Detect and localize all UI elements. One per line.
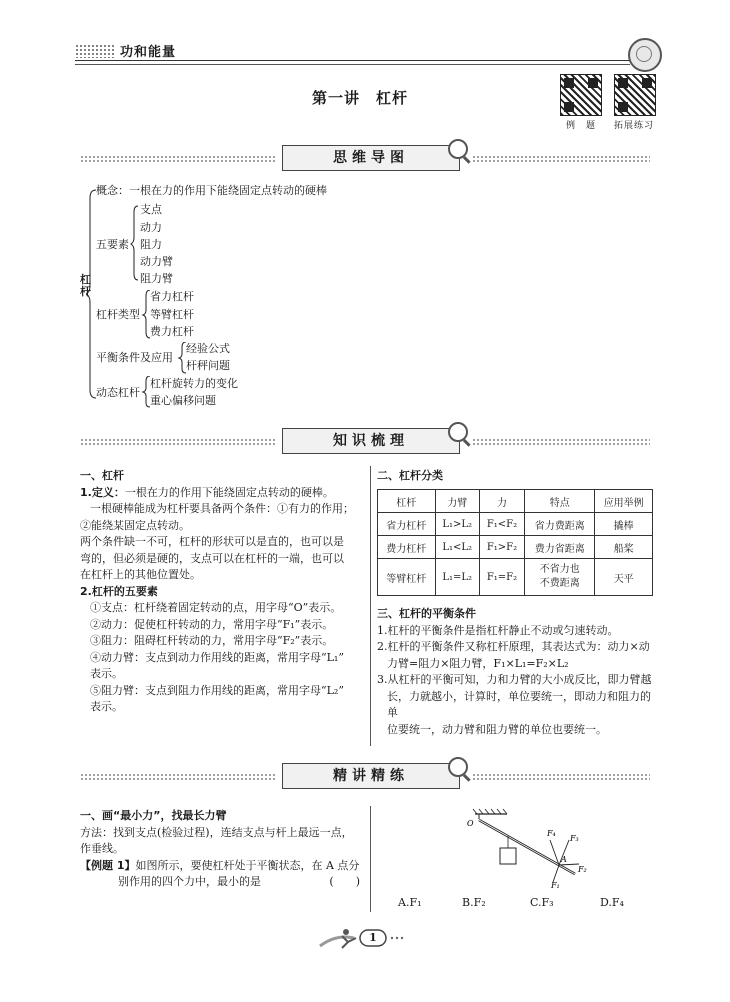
magnifier-icon (448, 757, 468, 777)
lesson-title: 第一讲 杠杆 (312, 89, 409, 107)
section-title: 知识梳理 (282, 428, 460, 454)
mindmap-leaf: 等臂杠杆 (150, 308, 194, 321)
text-line: 3.从杠杆的平衡可知，力和力臂的大小成反比，即力臂越 (377, 673, 652, 686)
label-A: A (561, 855, 567, 864)
classification-table: 杠杆 力臂 力 特点 应用举例 省力杠杆 L₁>L₂ F₁<F₂ 省力费距离 撬棒 费力杠杆 L₁<L₂ F₁>F₂ 费力省距离 船桨 等臂杠杆 L₁=L₂ F₁=F₂ 不省力也 不费距离 天平 (377, 489, 653, 596)
mindmap-leaf: 经验公式 (186, 342, 230, 355)
mindmap-balance-label: 平衡条件及应用 (96, 351, 173, 364)
text-line: 力臂=阻力×阻力臂，F₁×L₁=F₂×L₂ (387, 656, 569, 670)
practice-left (80, 808, 366, 891)
option-d[interactable]: D.F₄ (600, 896, 624, 909)
mindmap-leaf: 阻力臂 (140, 272, 173, 285)
column-divider (370, 466, 371, 746)
text-line: 长，力就越小，计算时，单位要统一，即动力和阻力的单 (387, 689, 651, 719)
mindmap-leaf: 费力杠杆 (150, 325, 194, 338)
mindmap-leaf: 动力 (140, 221, 162, 234)
text-line: ①支点：杠杆绕着固定转动的点，用字母“O”表示。 (90, 601, 342, 614)
mindmap-root: 杠杆 (80, 273, 91, 298)
qr-example[interactable] (560, 74, 602, 116)
section-title: 精讲精练 (282, 763, 460, 789)
knowledge-left (80, 468, 366, 716)
text-line: 方法：找到支点(检验过程)，连结支点与杆上最远一点， (80, 825, 353, 839)
text-line: 位要统一，动力臂和阻力臂的单位也要统一。 (387, 722, 607, 736)
qr-extension[interactable] (614, 74, 656, 116)
text-line: ⑤阻力臂：支点到阻力作用线的距离，常用字母“L₂” (90, 683, 344, 697)
section-banner-mindmap (80, 145, 650, 171)
label-F2: F₂ (578, 865, 587, 874)
magnifier-icon (448, 139, 468, 159)
text-line: 作垂线。 (80, 842, 124, 855)
option-c[interactable]: C.F₃ (530, 896, 554, 909)
header-dots (75, 44, 115, 58)
mindmap-concept: 概念：一根在力的作用下能绕固定点转动的硬棒 (96, 184, 327, 197)
mindmap-types-label: 杠杆类型 (96, 308, 140, 321)
mindmap-leaf: 重心偏移问题 (150, 394, 216, 407)
answer-paren[interactable]: ( ) (329, 875, 360, 888)
heading: 2.杠杆的五要素 (80, 584, 158, 598)
text-line: ②能绕某固定点转动。 (80, 518, 190, 532)
mindmap-braces (86, 186, 146, 406)
text-line: ④动力臂：支点到动力作用线的距离，常用字母“L₁” (90, 650, 344, 664)
text-line: 弯的，但必须是硬的，支点可以在杠杆的一端，也可以 (80, 551, 344, 565)
section-banner-practice (80, 763, 650, 789)
qr-caption: 例 题 (566, 121, 597, 131)
column-divider (370, 806, 371, 912)
text-line: 表示。 (90, 667, 123, 680)
text-line: 2.杠杆的平衡条件又称杠杆原理，其表达式为：动力×动 (377, 640, 650, 653)
heading: 三、杠杆的平衡条件 (377, 607, 476, 620)
header-rule (75, 60, 630, 61)
heading: 一、杠杆 (80, 469, 124, 482)
text-line: 在杠杆上的其他位置处。 (80, 568, 201, 581)
label-F4: F₄ (547, 829, 556, 838)
qr-code-icon (560, 74, 602, 116)
heading: 一、画“最小力”，找最长力臂 (80, 809, 227, 822)
qr-code-icon (614, 74, 656, 116)
text-line: 两个条件缺一不可，杠杆的形状可以是直的，也可以是 (80, 535, 344, 548)
section-banner-knowledge (80, 428, 650, 454)
text-line: ②动力：促使杠杆转动的力，常用字母“F₁”表示。 (90, 617, 334, 631)
mindmap-leaf: 支点 (140, 203, 162, 216)
mindmap-leaf: 动力臂 (140, 255, 173, 268)
mindmap-five-label: 五要素 (96, 238, 129, 251)
page-number: 1 (369, 931, 377, 944)
example-line: 【例题 1】如图所示，要使杠杆处于平衡状态，在 A 点分 (80, 858, 360, 872)
mindmap-leaf: 杠杆旋转力的变化 (150, 377, 238, 390)
section-title: 思维导图 (282, 145, 460, 171)
knowledge-right (377, 606, 657, 738)
text-line: 表示。 (90, 700, 123, 713)
mindmap-leaf: 阻力 (140, 238, 162, 251)
text-line: 一根硬棒能成为杠杆要具备两个条件：①有力的作用； (90, 502, 354, 515)
magnifier-icon (448, 422, 468, 442)
heading: 二、杠杆分类 (377, 469, 443, 482)
label-O: O (467, 819, 474, 828)
example-line: 别作用的四个力中，最小的是 ( ) (80, 874, 366, 891)
header-rule-thin (75, 64, 630, 65)
qr-caption: 拓展练习 (614, 121, 655, 131)
label-F3: F₃ (570, 834, 579, 843)
running-header-title: 功和能量 (120, 45, 177, 60)
mindmap-leaf: 杆秤问题 (186, 359, 230, 372)
text-line: ③阻力：阻碍杠杆转动的力，常用字母“F₂”表示。 (90, 634, 334, 647)
lever-figure (455, 808, 595, 890)
mindmap-dynamic-label: 动态杠杆 (96, 386, 140, 399)
emblem-icon (628, 38, 662, 72)
definition: 1.定义：一根在力的作用下能绕固定点转动的硬棒。 (80, 485, 334, 499)
text-line: 1.杠杆的平衡条件是指杠杆静止不动或匀速转动。 (377, 623, 619, 637)
option-a[interactable]: A.F₁ (398, 896, 422, 909)
label-F1: F₁ (551, 881, 560, 890)
mindmap-leaf: 省力杠杆 (150, 290, 194, 303)
option-b[interactable]: B.F₂ (462, 896, 486, 909)
